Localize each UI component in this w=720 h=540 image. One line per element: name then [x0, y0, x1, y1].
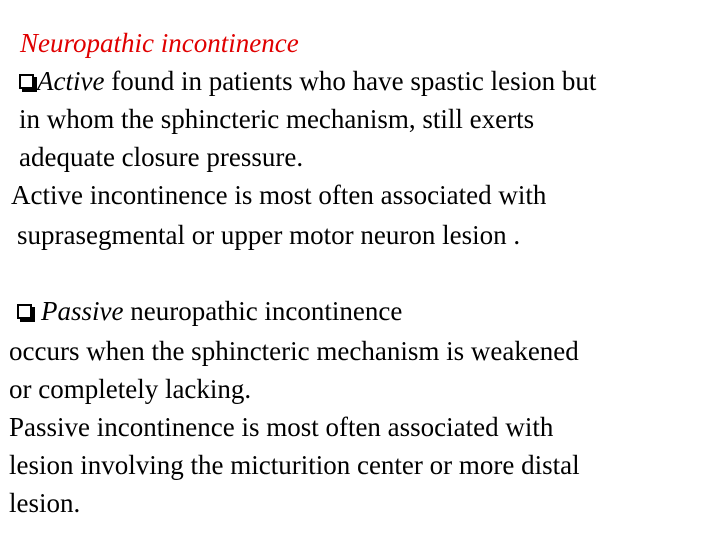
- passive-line-6: lesion.: [9, 488, 81, 518]
- active-line-3: adequate closure pressure.: [19, 142, 304, 172]
- active-line-1-text: found in patients who have spastic lesion but: [104, 66, 597, 96]
- active-line-2: in whom the sphincteric mechanism, still exerts: [19, 104, 535, 134]
- square-bullet-icon: [17, 304, 32, 319]
- active-line-1: [19, 62, 596, 100]
- active-line-5: suprasegmental or upper motor neuron lesion .: [17, 220, 521, 250]
- passive-line-5: lesion involving the micturition center or more distal: [9, 450, 580, 480]
- square-bullet-icon: [19, 74, 34, 89]
- passive-line-1: [17, 292, 402, 330]
- active-line-4: Active incontinence is most often associated with: [11, 180, 547, 210]
- passive-line-1-text: neuropathic incontinence: [123, 296, 403, 326]
- slide-title: Neuropathic incontinence: [20, 28, 299, 58]
- passive-line-4: Passive incontinence is most often associated with: [9, 412, 554, 442]
- passive-term: Passive: [41, 296, 124, 326]
- passive-line-3: or completely lacking.: [9, 374, 252, 404]
- passive-line-2: occurs when the sphincteric mechanism is weakened: [9, 336, 579, 366]
- active-term: Active: [37, 66, 105, 96]
